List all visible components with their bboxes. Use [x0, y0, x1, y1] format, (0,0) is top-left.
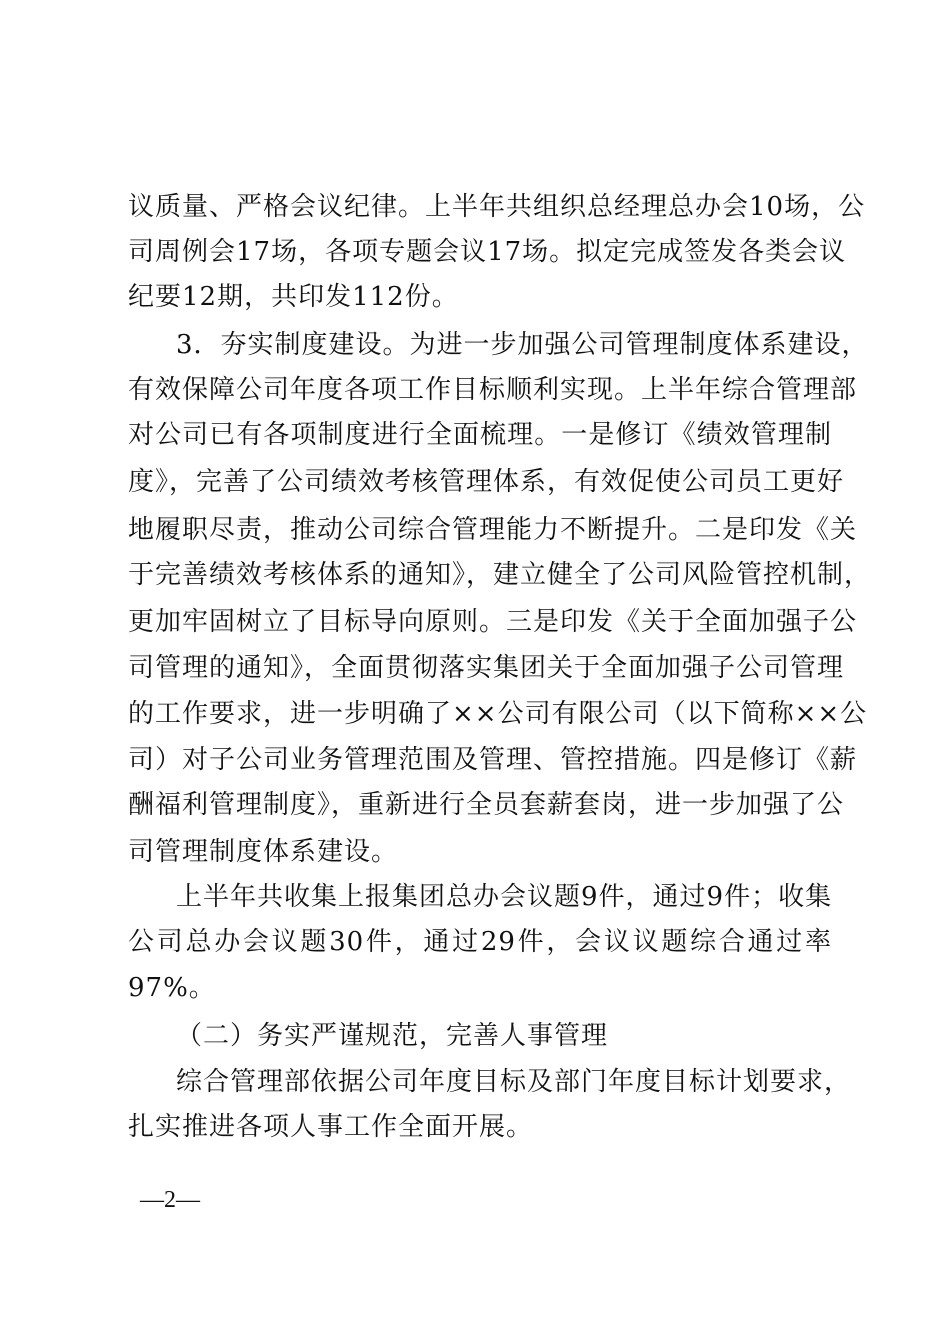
text-line: 的工作要求，进一步明确了××公司有限公司（以下简称××公	[128, 699, 868, 729]
text-line: 更加牢固树立了目标导向原则。三是印发《关于全面加强子公	[128, 607, 858, 637]
text-line: 于完善绩效考核体系的通知》，建立健全了公司风险管控机制，	[128, 560, 872, 590]
text-line: 有效保障公司年度各项工作目标顺利实现。上半年综合管理部	[128, 375, 858, 405]
text-line: 司周例会17场，各项专题会议17场。拟定完成签发各类会议	[128, 237, 847, 267]
section-heading-line: 3．夯实制度建设。为进一步加强公司管理制度体系建设，	[176, 330, 869, 360]
text-line: 地履职尽责，推动公司综合管理能力不断提升。二是印发《关	[128, 515, 858, 545]
text-line: 司）对子公司业务管理范围及管理、管控措施。四是修订《薪	[128, 745, 858, 775]
text-line: 司管理制度体系建设。	[128, 837, 399, 867]
text-line: 酬福利管理制度》，重新进行全员套薪套岗，进一步加强了公	[128, 790, 845, 820]
text-line: 97%。	[128, 973, 216, 1003]
text-line: 对公司已有各项制度进行全面梳理。一是修订《绩效管理制	[128, 420, 832, 450]
text-line: 度》，完善了公司绩效考核管理体系，有效促使公司员工更好	[128, 467, 845, 497]
text-line: 公司总办会议题30件，通过29件，会议议题综合通过率	[128, 927, 832, 957]
page-number: —2—	[140, 1187, 200, 1213]
subsection-heading: （二）务实严谨规范，完善人事管理	[176, 1021, 609, 1051]
text-line: 扎实推进各项人事工作全面开展。	[128, 1112, 534, 1142]
text-line: 综合管理部依据公司年度目标及部门年度目标计划要求，	[176, 1067, 852, 1097]
text-line: 纪要12期，共印发112份。	[128, 282, 459, 312]
text-line: 议质量、严格会议纪律。上半年共组织总经理总办会10场，公	[128, 192, 866, 222]
text-line: 司管理的通知》，全面贯彻落实集团关于全面加强子公司管理	[128, 653, 845, 683]
text-line: 上半年共收集上报集团总办会议题9件，通过9件；收集	[176, 882, 833, 912]
